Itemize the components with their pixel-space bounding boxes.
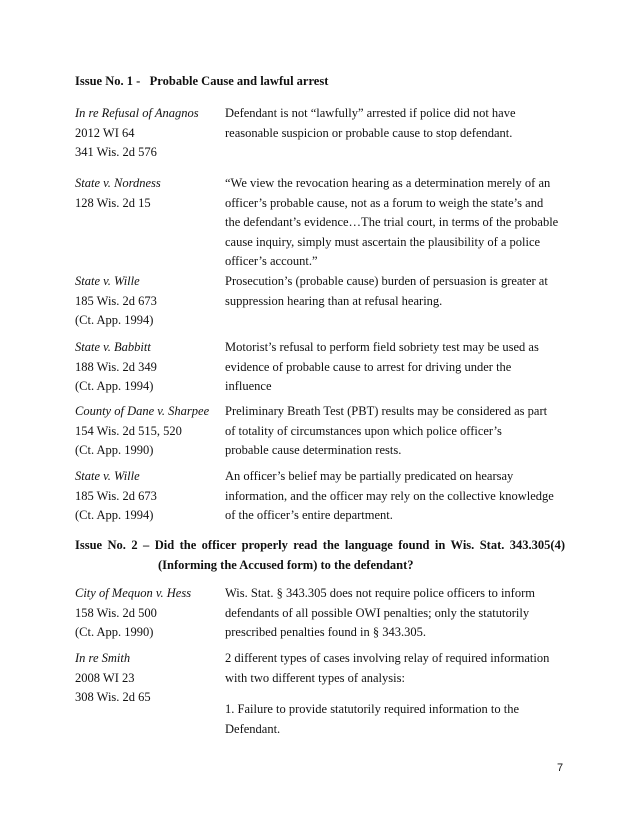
holding-line: influence [225, 379, 272, 393]
issue-2-heading-line: Issue No. 2 – Did the officer properly read the language found in Wis. Stat. 343.305(4) [75, 538, 565, 552]
holding-line: defendants of all possible OWI penalties; only the statutorily [225, 605, 530, 620]
case-citation [75, 104, 220, 163]
case-holding [225, 402, 570, 461]
case-name: State v. Nordness [75, 176, 161, 190]
case-cite: 188 Wis. 2d 349 [75, 359, 157, 374]
case-name: In re Refusal of Anagnos [75, 106, 199, 120]
holding-line: officer’s probable cause, not as a forum to weigh the state’s and [225, 195, 544, 210]
holding-line: officer’s account.” [225, 254, 318, 268]
holding-line: Wis. Stat. § 343.305 does not require police officers to inform [225, 586, 535, 600]
holding-line: An officer’s belief may be partially predicated on hearsay [225, 469, 514, 483]
case-citation [75, 467, 220, 526]
case-name: In re Smith [75, 651, 131, 665]
case-holding [225, 104, 570, 143]
holding-line: 1. Failure to provide statutorily required information to the [225, 702, 520, 716]
case-cite: (Ct. App. 1990) [75, 625, 154, 639]
case-name: State v. Wille [75, 469, 140, 483]
case-holding [225, 338, 570, 397]
holding-line: “We view the revocation hearing as a determination merely of an [225, 176, 551, 190]
case-holding [225, 649, 570, 739]
holding-line: with two different types of analysis: [225, 670, 405, 685]
case-cite: 128 Wis. 2d 15 [75, 195, 151, 210]
case-cite: 308 Wis. 2d 65 [75, 690, 151, 704]
holding-line: Motorist’s refusal to perform field sobriety test may be used as [225, 340, 539, 354]
case-cite: (Ct. App. 1994) [75, 313, 154, 327]
holding-line: the defendant’s evidence…The trial court, in terms of the probable [225, 215, 559, 229]
case-citation [75, 174, 220, 213]
case-name: State v. Babbitt [75, 340, 151, 354]
case-holding [225, 467, 570, 526]
issue-1-heading: Issue No. 1 - Probable Cause and lawful arrest [75, 74, 329, 88]
holding-line: reasonable suspicion or probable cause to stop defendant. [225, 125, 513, 140]
holding-line: of totality of circumstances upon which police officer’s [225, 423, 502, 438]
case-name: County of Dane v. Sharpee [75, 404, 210, 418]
case-cite: 341 Wis. 2d 576 [75, 145, 157, 159]
case-holding [225, 174, 570, 272]
case-cite: 185 Wis. 2d 673 [75, 488, 157, 503]
holding-line: Preliminary Breath Test (PBT) results may be considered as part [225, 404, 548, 418]
holding-line: prescribed penalties found in § 343.305. [225, 625, 426, 639]
case-cite: (Ct. App. 1994) [75, 508, 154, 522]
case-cite: 2008 WI 23 [75, 670, 135, 685]
case-name: City of Mequon v. Hess [75, 586, 192, 600]
holding-spacer [225, 688, 570, 700]
issue-2-heading [75, 535, 565, 575]
holding-line: information, and the officer may rely on the collective knowledge [225, 488, 554, 503]
case-citation [75, 338, 220, 397]
holding-line: Defendant is not “lawfully” arrested if police did not have [225, 106, 516, 120]
holding-line: suppression hearing than at refusal hearing. [225, 293, 443, 308]
case-citation [75, 272, 220, 331]
case-cite: (Ct. App. 1994) [75, 379, 154, 393]
case-name: State v. Wille [75, 274, 140, 288]
case-cite: 154 Wis. 2d 515, 520 [75, 423, 182, 438]
case-cite: (Ct. App. 1990) [75, 443, 154, 457]
holding-line: cause inquiry, simply must ascertain the plausibility of a police [225, 234, 541, 249]
holding-line: probable cause determination rests. [225, 443, 402, 457]
holding-line: Prosecution’s (probable cause) burden of persuasion is greater at [225, 274, 548, 288]
issue-2-heading-line: (Informing the Accused form) to the defendant? [158, 558, 414, 572]
holding-line: 2 different types of cases involving relay of required information [225, 651, 550, 665]
case-holding [225, 584, 570, 643]
page-number: 7 [557, 762, 564, 774]
holding-line: evidence of probable cause to arrest for driving under the [225, 359, 512, 374]
holding-line: of the officer’s entire department. [225, 508, 393, 522]
case-citation [75, 402, 220, 461]
case-cite: 2012 WI 64 [75, 125, 135, 140]
case-cite: 158 Wis. 2d 500 [75, 605, 157, 620]
case-holding [225, 272, 570, 311]
case-citation [75, 584, 220, 643]
case-cite: 185 Wis. 2d 673 [75, 293, 157, 308]
holding-line: Defendant. [225, 721, 281, 736]
case-citation [75, 649, 220, 708]
